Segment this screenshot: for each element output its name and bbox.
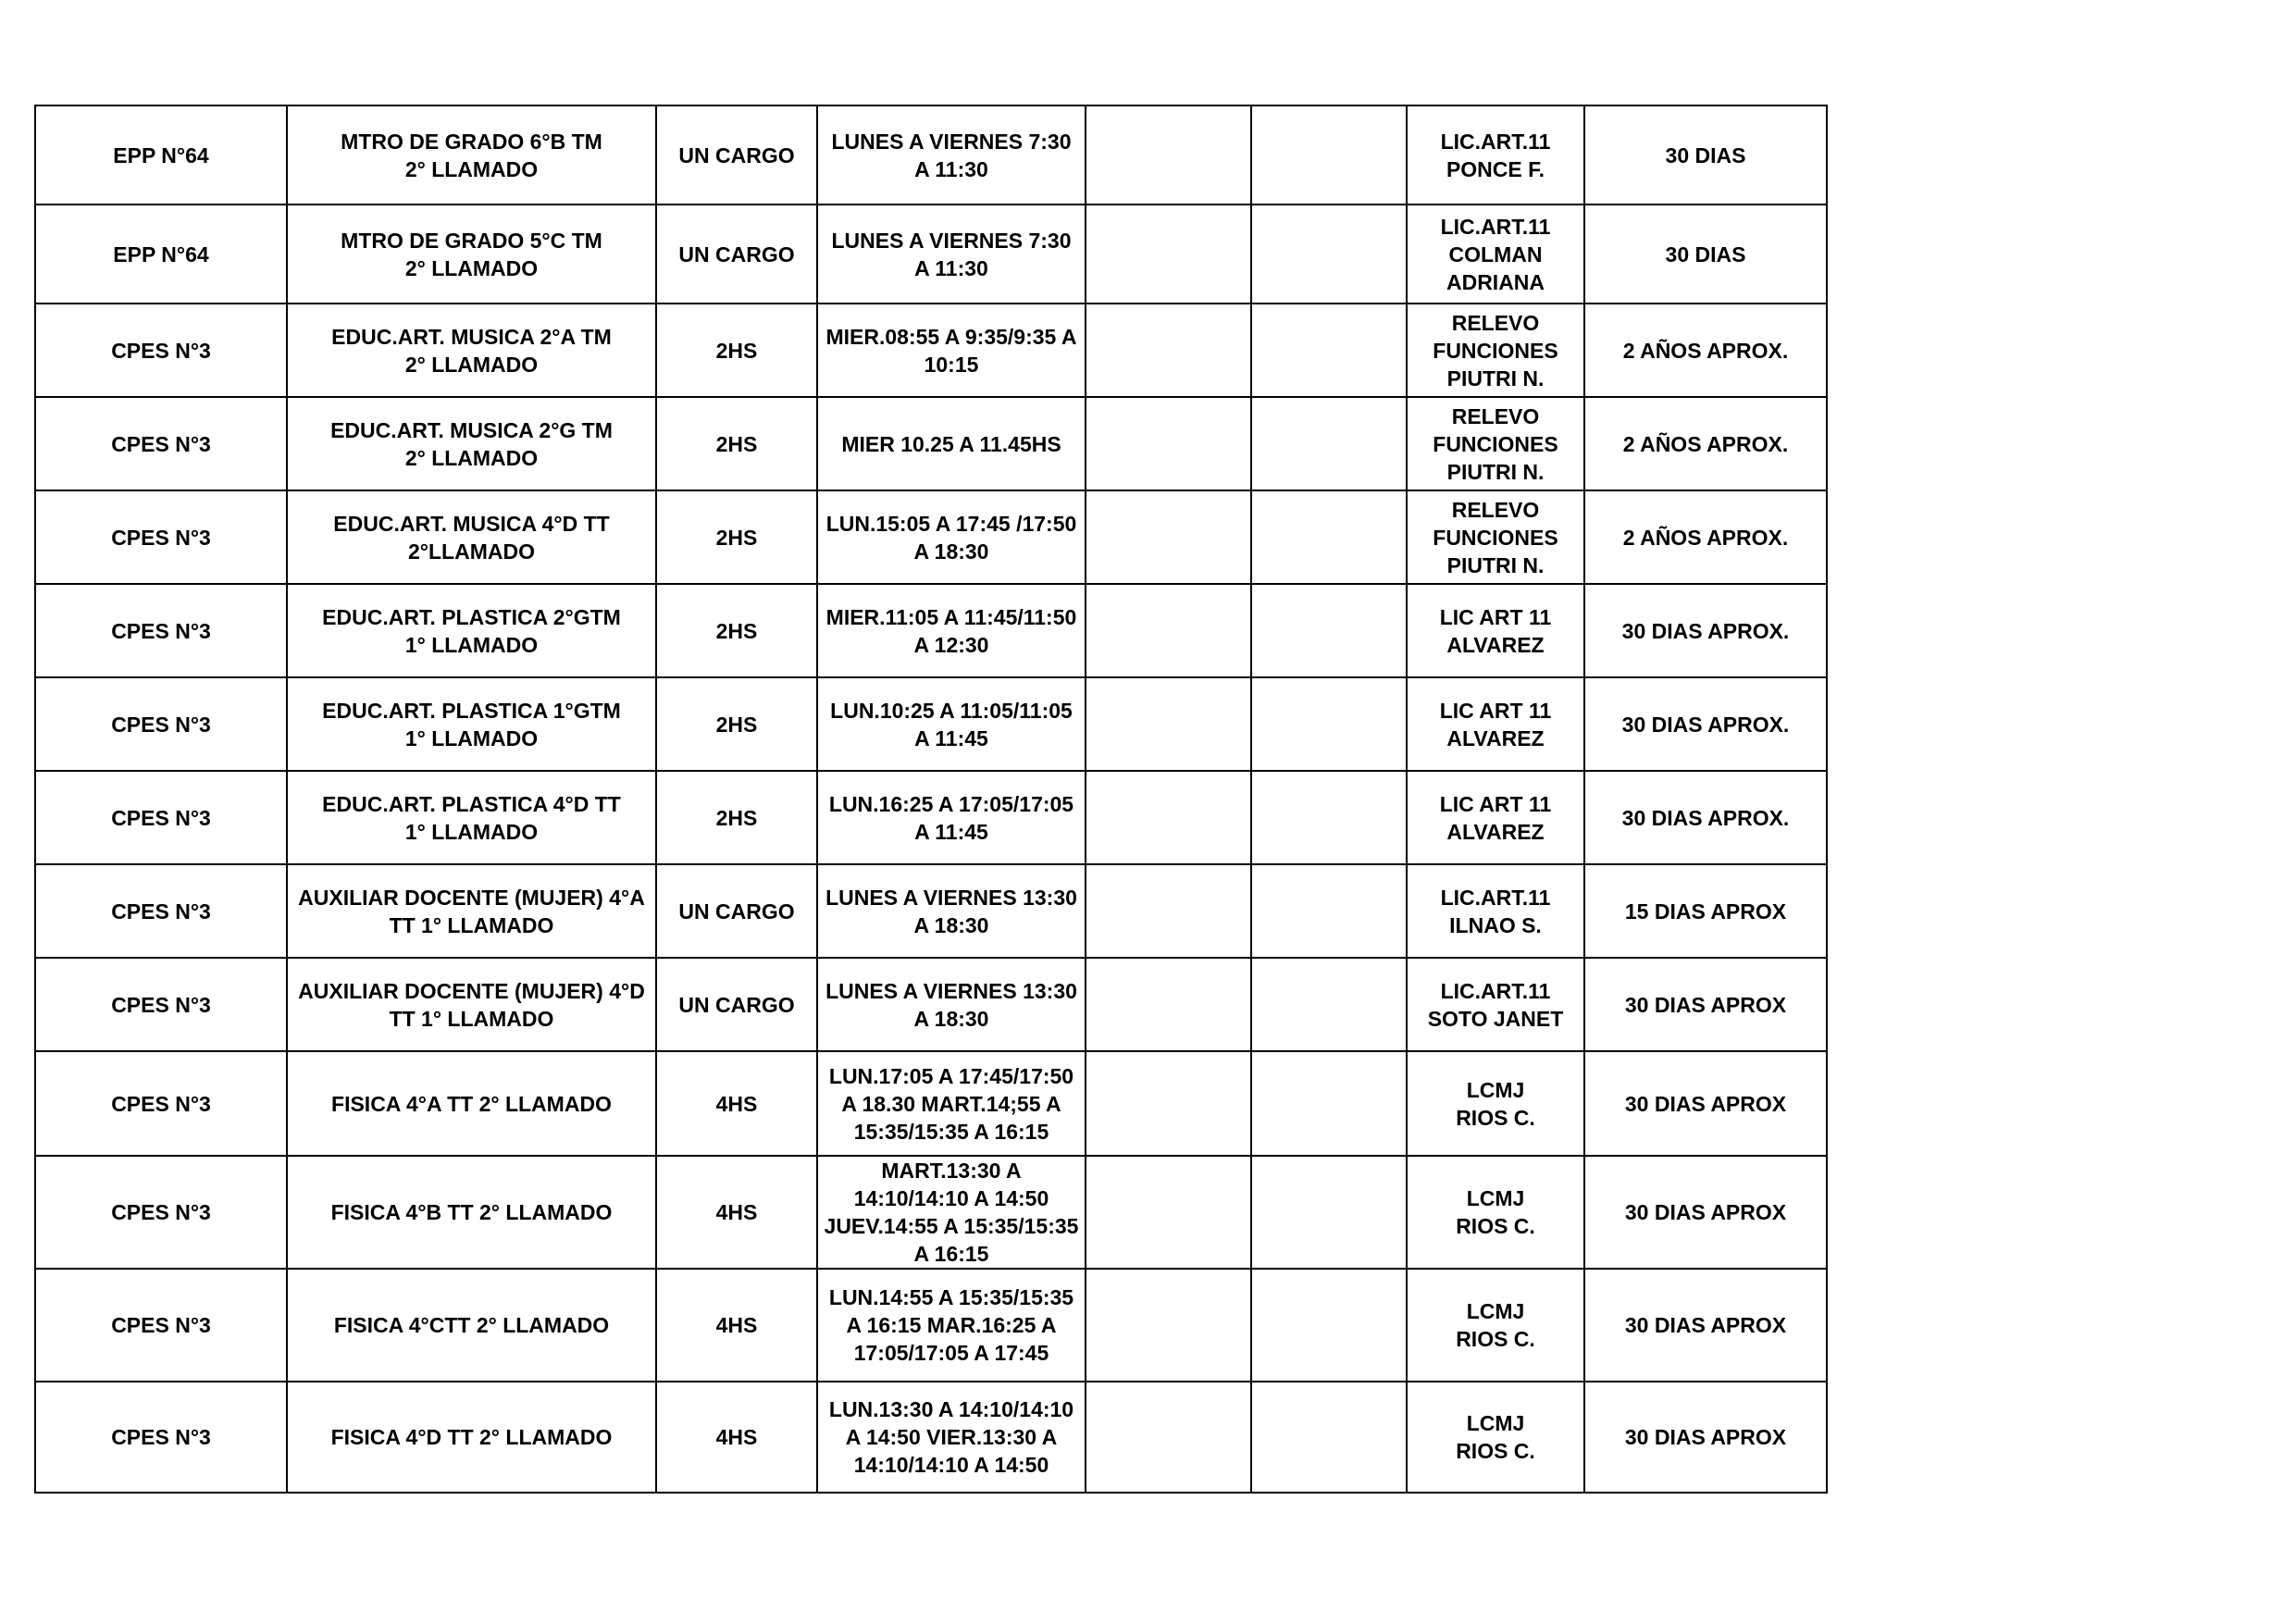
load-cell: 2HS: [656, 397, 817, 490]
school-cell: EPP N°64: [35, 205, 287, 304]
position-cell: MTRO DE GRADO 6°B TM 2° LLAMADO: [287, 105, 656, 205]
empty-cell: [1251, 304, 1407, 397]
empty-cell: [1086, 304, 1251, 397]
school-cell: CPES N°3: [35, 304, 287, 397]
load-cell: 4HS: [656, 1051, 817, 1156]
reason-cell: LIC.ART.11 SOTO JANET: [1407, 958, 1584, 1051]
empty-cell: [1251, 771, 1407, 864]
school-cell: CPES N°3: [35, 1382, 287, 1493]
table-row: [35, 584, 1827, 677]
empty-cell: [1086, 771, 1251, 864]
table-row: [35, 677, 1827, 771]
empty-cell: [1086, 397, 1251, 490]
schedule-cell: MIER.08:55 A 9:35/9:35 A 10:15: [817, 304, 1086, 397]
schedule-cell: LUNES A VIERNES 13:30 A 18:30: [817, 864, 1086, 958]
empty-cell: [1251, 1156, 1407, 1269]
load-cell: 2HS: [656, 677, 817, 771]
position-cell: MTRO DE GRADO 5°C TM 2° LLAMADO: [287, 205, 656, 304]
duration-cell: 30 DIAS APROX: [1584, 1269, 1827, 1382]
reason-cell: LCMJ RIOS C.: [1407, 1156, 1584, 1269]
load-cell: 4HS: [656, 1269, 817, 1382]
reason-cell: LIC.ART.11 ILNAO S.: [1407, 864, 1584, 958]
position-cell: AUXILIAR DOCENTE (MUJER) 4°A TT 1° LLAMADO: [287, 864, 656, 958]
load-cell: 4HS: [656, 1156, 817, 1269]
reason-cell: RELEVO FUNCIONES PIUTRI N.: [1407, 490, 1584, 584]
position-cell: EDUC.ART. MUSICA 2°A TM 2° LLAMADO: [287, 304, 656, 397]
position-cell: EDUC.ART. MUSICA 4°D TT 2°LLAMADO: [287, 490, 656, 584]
schedule-cell: LUNES A VIERNES 7:30 A 11:30: [817, 205, 1086, 304]
duration-cell: 30 DIAS APROX: [1584, 1382, 1827, 1493]
duration-cell: 30 DIAS APROX.: [1584, 771, 1827, 864]
duration-cell: 30 DIAS APROX: [1584, 1156, 1827, 1269]
empty-cell: [1251, 1382, 1407, 1493]
position-cell: EDUC.ART. PLASTICA 2°GTM 1° LLAMADO: [287, 584, 656, 677]
duration-cell: 30 DIAS APROX: [1584, 958, 1827, 1051]
school-cell: CPES N°3: [35, 1156, 287, 1269]
position-cell: FISICA 4°D TT 2° LLAMADO: [287, 1382, 656, 1493]
empty-cell: [1251, 105, 1407, 205]
duration-cell: 30 DIAS APROX.: [1584, 677, 1827, 771]
table-row: [35, 958, 1827, 1051]
position-cell: EDUC.ART. PLASTICA 4°D TT 1° LLAMADO: [287, 771, 656, 864]
table-row: [35, 397, 1827, 490]
position-cell: FISICA 4°B TT 2° LLAMADO: [287, 1156, 656, 1269]
load-cell: UN CARGO: [656, 958, 817, 1051]
school-cell: EPP N°64: [35, 105, 287, 205]
table-row: [35, 105, 1827, 205]
school-cell: CPES N°3: [35, 958, 287, 1051]
table-row: [35, 490, 1827, 584]
load-cell: 2HS: [656, 584, 817, 677]
empty-cell: [1086, 105, 1251, 205]
schedule-cell: LUN.17:05 A 17:45/17:50 A 18.30 MART.14;55 A 15:35/15:35 A 16:15: [817, 1051, 1086, 1156]
position-cell: FISICA 4°CTT 2° LLAMADO: [287, 1269, 656, 1382]
load-cell: 2HS: [656, 304, 817, 397]
schedule-cell: LUNES A VIERNES 7:30 A 11:30: [817, 105, 1086, 205]
empty-cell: [1251, 958, 1407, 1051]
duration-cell: 2 AÑOS APROX.: [1584, 397, 1827, 490]
school-cell: CPES N°3: [35, 771, 287, 864]
load-cell: 2HS: [656, 771, 817, 864]
schedule-cell: LUN.14:55 A 15:35/15:35 A 16:15 MAR.16:25 A 17:05/17:05 A 17:45: [817, 1269, 1086, 1382]
empty-cell: [1251, 1051, 1407, 1156]
empty-cell: [1251, 677, 1407, 771]
school-cell: CPES N°3: [35, 677, 287, 771]
table-row: [35, 1269, 1827, 1382]
duration-cell: 30 DIAS APROX.: [1584, 584, 1827, 677]
empty-cell: [1251, 397, 1407, 490]
table-body: [35, 105, 1827, 1493]
position-cell: FISICA 4°A TT 2° LLAMADO: [287, 1051, 656, 1156]
reason-cell: LIC ART 11 ALVAREZ: [1407, 677, 1584, 771]
school-cell: CPES N°3: [35, 397, 287, 490]
schedule-cell: MART.13:30 A 14:10/14:10 A 14:50 JUEV.14:55 A 15:35/15:35 A 16:15: [817, 1156, 1086, 1269]
empty-cell: [1086, 584, 1251, 677]
empty-cell: [1251, 584, 1407, 677]
table-row: [35, 771, 1827, 864]
table-row: [35, 304, 1827, 397]
position-cell: AUXILIAR DOCENTE (MUJER) 4°D TT 1° LLAMADO: [287, 958, 656, 1051]
school-cell: CPES N°3: [35, 1051, 287, 1156]
reason-cell: LIC.ART.11 COLMAN ADRIANA: [1407, 205, 1584, 304]
schedule-cell: LUN.10:25 A 11:05/11:05 A 11:45: [817, 677, 1086, 771]
school-cell: CPES N°3: [35, 490, 287, 584]
school-cell: CPES N°3: [35, 1269, 287, 1382]
table-row: [35, 1382, 1827, 1493]
vacancy-table: [34, 105, 1828, 1494]
reason-cell: LCMJ RIOS C.: [1407, 1269, 1584, 1382]
load-cell: 4HS: [656, 1382, 817, 1493]
table-row: [35, 1156, 1827, 1269]
schedule-cell: LUN.16:25 A 17:05/17:05 A 11:45: [817, 771, 1086, 864]
duration-cell: 30 DIAS APROX: [1584, 1051, 1827, 1156]
table-row: [35, 205, 1827, 304]
empty-cell: [1251, 490, 1407, 584]
reason-cell: LCMJ RIOS C.: [1407, 1382, 1584, 1493]
school-cell: CPES N°3: [35, 864, 287, 958]
reason-cell: LCMJ RIOS C.: [1407, 1051, 1584, 1156]
empty-cell: [1086, 1269, 1251, 1382]
duration-cell: 2 AÑOS APROX.: [1584, 304, 1827, 397]
empty-cell: [1086, 490, 1251, 584]
duration-cell: 15 DIAS APROX: [1584, 864, 1827, 958]
position-cell: EDUC.ART. MUSICA 2°G TM 2° LLAMADO: [287, 397, 656, 490]
load-cell: 2HS: [656, 490, 817, 584]
schedule-cell: LUN.15:05 A 17:45 /17:50 A 18:30: [817, 490, 1086, 584]
schedule-cell: LUNES A VIERNES 13:30 A 18:30: [817, 958, 1086, 1051]
empty-cell: [1086, 205, 1251, 304]
reason-cell: LIC.ART.11 PONCE F.: [1407, 105, 1584, 205]
load-cell: UN CARGO: [656, 105, 817, 205]
duration-cell: 30 DIAS: [1584, 205, 1827, 304]
empty-cell: [1251, 205, 1407, 304]
schedule-cell: MIER.11:05 A 11:45/11:50 A 12:30: [817, 584, 1086, 677]
empty-cell: [1086, 677, 1251, 771]
schedule-cell: LUN.13:30 A 14:10/14:10 A 14:50 VIER.13:30 A 14:10/14:10 A 14:50: [817, 1382, 1086, 1493]
empty-cell: [1086, 1156, 1251, 1269]
reason-cell: LIC ART 11 ALVAREZ: [1407, 584, 1584, 677]
position-cell: EDUC.ART. PLASTICA 1°GTM 1° LLAMADO: [287, 677, 656, 771]
empty-cell: [1086, 1051, 1251, 1156]
school-cell: CPES N°3: [35, 584, 287, 677]
reason-cell: LIC ART 11 ALVAREZ: [1407, 771, 1584, 864]
table-row: [35, 1051, 1827, 1156]
duration-cell: 2 AÑOS APROX.: [1584, 490, 1827, 584]
empty-cell: [1086, 1382, 1251, 1493]
empty-cell: [1251, 1269, 1407, 1382]
reason-cell: RELEVO FUNCIONES PIUTRI N.: [1407, 304, 1584, 397]
reason-cell: RELEVO FUNCIONES PIUTRI N.: [1407, 397, 1584, 490]
load-cell: UN CARGO: [656, 205, 817, 304]
empty-cell: [1086, 958, 1251, 1051]
table-row: [35, 864, 1827, 958]
duration-cell: 30 DIAS: [1584, 105, 1827, 205]
empty-cell: [1086, 864, 1251, 958]
load-cell: UN CARGO: [656, 864, 817, 958]
schedule-cell: MIER 10.25 A 11.45HS: [817, 397, 1086, 490]
empty-cell: [1251, 864, 1407, 958]
